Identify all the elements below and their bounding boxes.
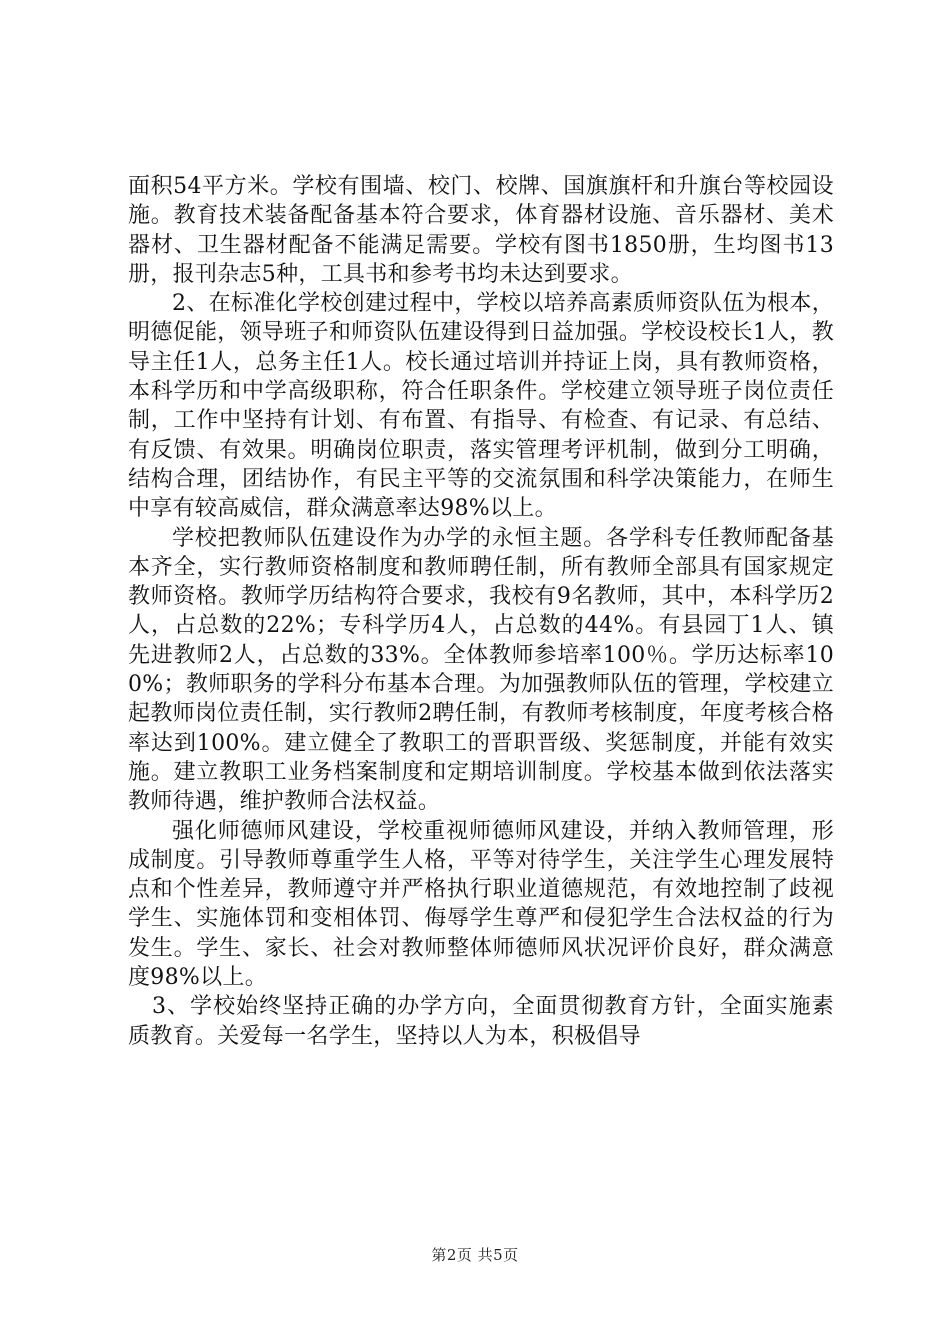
page-footer: 第2页 共5页 — [431, 1246, 519, 1264]
paragraph-2: 2、在标准化学校创建过程中，学校以培养高素质师资队伍为根本，明德促能，领导班子和师资队伍建设得到日益加强。学校设校长1人，教导主任1人，总务主任1人。校长通过培训并持证上岗，具有教师资格，本科学历和中学高级职称，符合任职条件。学校建立领导班子岗位责任制，工作中坚持有计划、有布置、有指导、有检查、有记录、有总结、有反馈、有效果。明确岗位职责，落实管理考评机制，做到分工明确，结构合理，团结协作，有民主平等的交流氛围和科学决策能力，在师生中享有较高威信，群众满意率达98%以上。 — [128, 291, 834, 522]
paragraph-5: 3、学校始终坚持正确的办学方向，全面贯彻教育方针，全面实施素质教育。关爱每一名学生，坚持以人为本，积极倡导 — [128, 994, 834, 1049]
paragraph-4: 强化师德师风建设，学校重视师德师风建设，并纳入教师管理，形成制度。引导教师尊重学生人格，平等对待学生，关注学生心理发展特点和个性差异，教师遵守并严格执行职业道德规范，有效地控制了歧视学生、实施体罚和变相体罚、侮辱学生尊严和侵犯学生合法权益的行为发生。学生、家长、社会对教师整体师德师风状况评价良好，群众满意度98%以上。 — [128, 818, 834, 991]
paragraph-1: 面积54平方米。学校有围墙、校门、校牌、国旗旗杆和升旗台等校园设施。教育技术装备配备基本符合要求，体育器材设施、音乐器材、美术器材、卫生器材配备不能满足需要。学校有图书1850册，生均图书13册，报刊杂志5种，工具书和参考书均未达到要求。 — [128, 174, 834, 287]
paragraph-3: 学校把教师队伍建设作为办学的永恒主题。各学科专任教师配备基本齐全，实行教师资格制度和教师聘任制，所有教师全部具有国家规定教师资格。教师学历结构符合要求，我校有9名教师，其中，本科学历2人，占总数的22%；专科学历4人，占总数的44%。有县园丁1人、镇先进教师2人，占总数的33%。全体教师参培率100％。学历达标率100%；教师职务的学科分布基本合理。为加强教师队伍的管理，学校建立起教师岗位责任制，实行教师2聘任制，有教师考核制度，年度考核合格率达到100%。建立健全了教职工的晋职晋级、奖惩制度，并能有效实施。建立教职工业务档案制度和定期培训制度。学校基本做到依法落实教师待遇，维护教师合法权益。 — [128, 525, 834, 815]
document-body — [128, 172, 834, 1051]
